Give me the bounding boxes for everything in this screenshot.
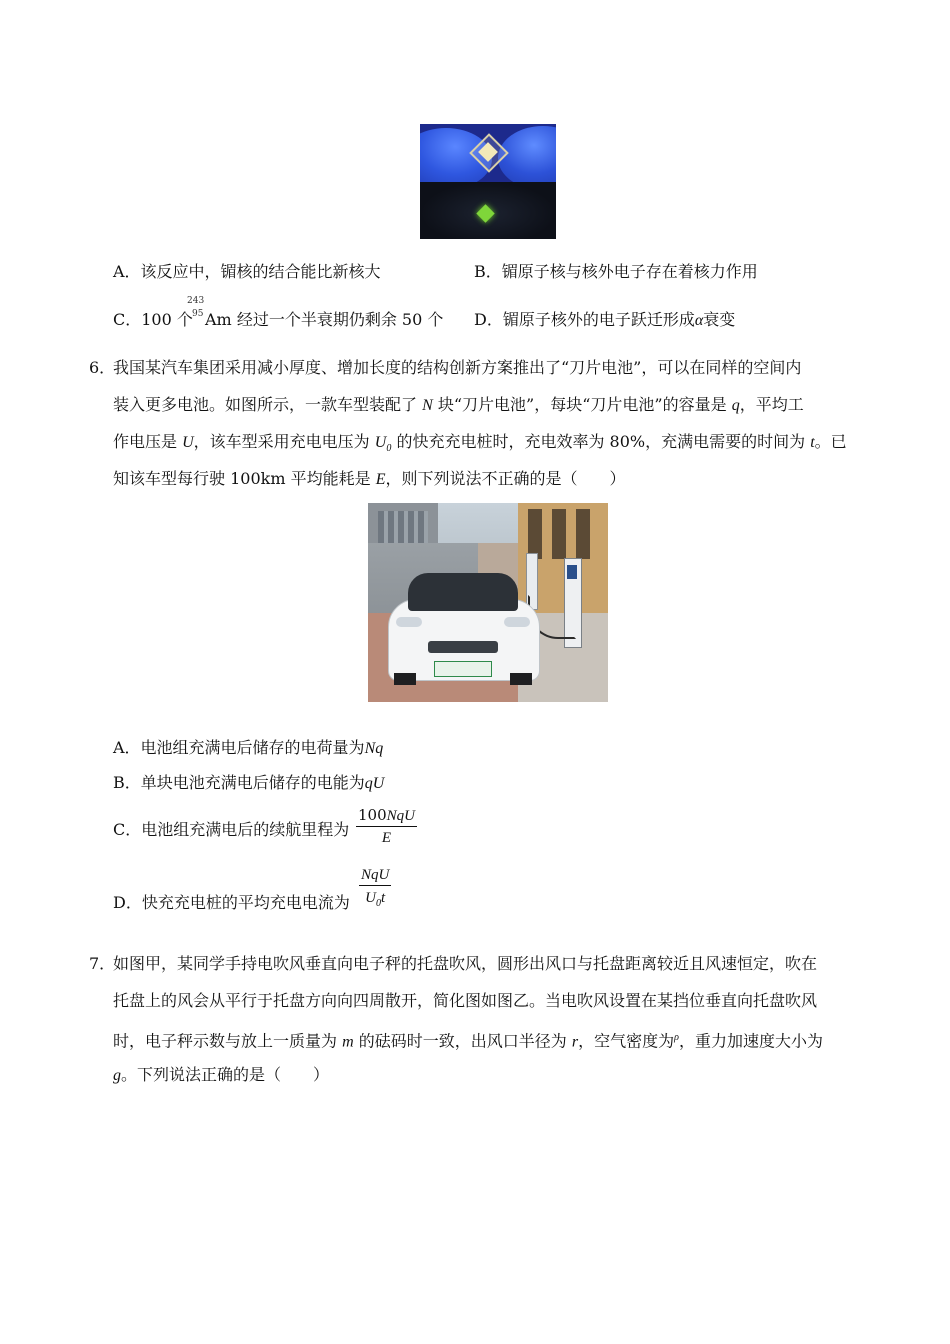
- q7-stem-line1: 如图甲，某同学手持电吹风垂直向电子秤的托盘吹风，圆形出风口与托盘距离较近且风速恒定，吹在: [113, 954, 818, 973]
- q6-option-b: B．单块电池充满电后储存的电能为qU: [113, 773, 385, 792]
- q6-stem-line1: 我国某汽车集团采用减小厚度、增加长度的结构创新方案推出了“刀片电池”，可以在同样的空间内: [113, 358, 802, 377]
- q5-option-c-suffix: Am 经过一个半衰期仍剩余 50 个: [205, 310, 444, 329]
- q6-option-a: A．电池组充满电后储存的电荷量为Nq: [113, 738, 384, 757]
- q6-option-d: D．快充充电桩的平均充电电流为: [113, 893, 350, 912]
- q7-stem-line2: 托盘上的风会从平行于托盘方向向四周散开，简化图如图乙。当电吹风设置在某挡位垂直向托盘吹风: [113, 991, 818, 1010]
- q5-option-b: B．镅原子核与核外电子存在着核力作用: [474, 262, 758, 281]
- q7-stem-line4: g。下列说法正确的是（ ）: [113, 1065, 330, 1084]
- q5-option-c: [113, 310, 193, 330]
- license-plate: [434, 661, 492, 677]
- electric-car: [388, 569, 538, 687]
- q6-option-c-fraction: 100NqU E: [358, 806, 415, 846]
- q6-stem-line3: 作电压是 U，该车型采用充电电压为 $U_0$ 的快充充电桩时，充电效率为 80%，充满电需要的时间为 t。已: [113, 432, 847, 455]
- q6-option-d-fraction: NqU $U_0t$: [361, 867, 390, 909]
- q5-option-c-prefix: C．100 个: [113, 310, 193, 329]
- question-number-7: 7．: [89, 954, 116, 973]
- q6-stem-line2: 装入更多电池。如图所示，一款车型装配了 N 块“刀片电池”，每块“刀片电池”的容量是 q，平均工: [113, 395, 804, 414]
- q5-mass-number: 243: [187, 296, 205, 306]
- q5-atomic-number: 95: [192, 309, 204, 319]
- question-number-6: 6．: [89, 358, 116, 377]
- americium-photo: [420, 124, 556, 239]
- q7-stem-line3: 时，电子秤示数与放上一质量为 m 的砝码时一致，出风口半径为 r，空气密度为$^\rho$，重力加速度大小为: [113, 1031, 823, 1051]
- q6-stem-line4: 知该车型每行驶 100km 平均能耗是 E，则下列说法不正确的是（ ）: [113, 469, 626, 488]
- q6-option-c: C．电池组充满电后的续航里程为: [113, 820, 350, 839]
- q5-option-d: D．镅原子核外的电子跃迁形成α衰变: [474, 310, 736, 329]
- ev-charging-photo: [368, 503, 608, 702]
- q5-option-a: A．该反应中，镅核的结合能比新核大: [113, 262, 381, 281]
